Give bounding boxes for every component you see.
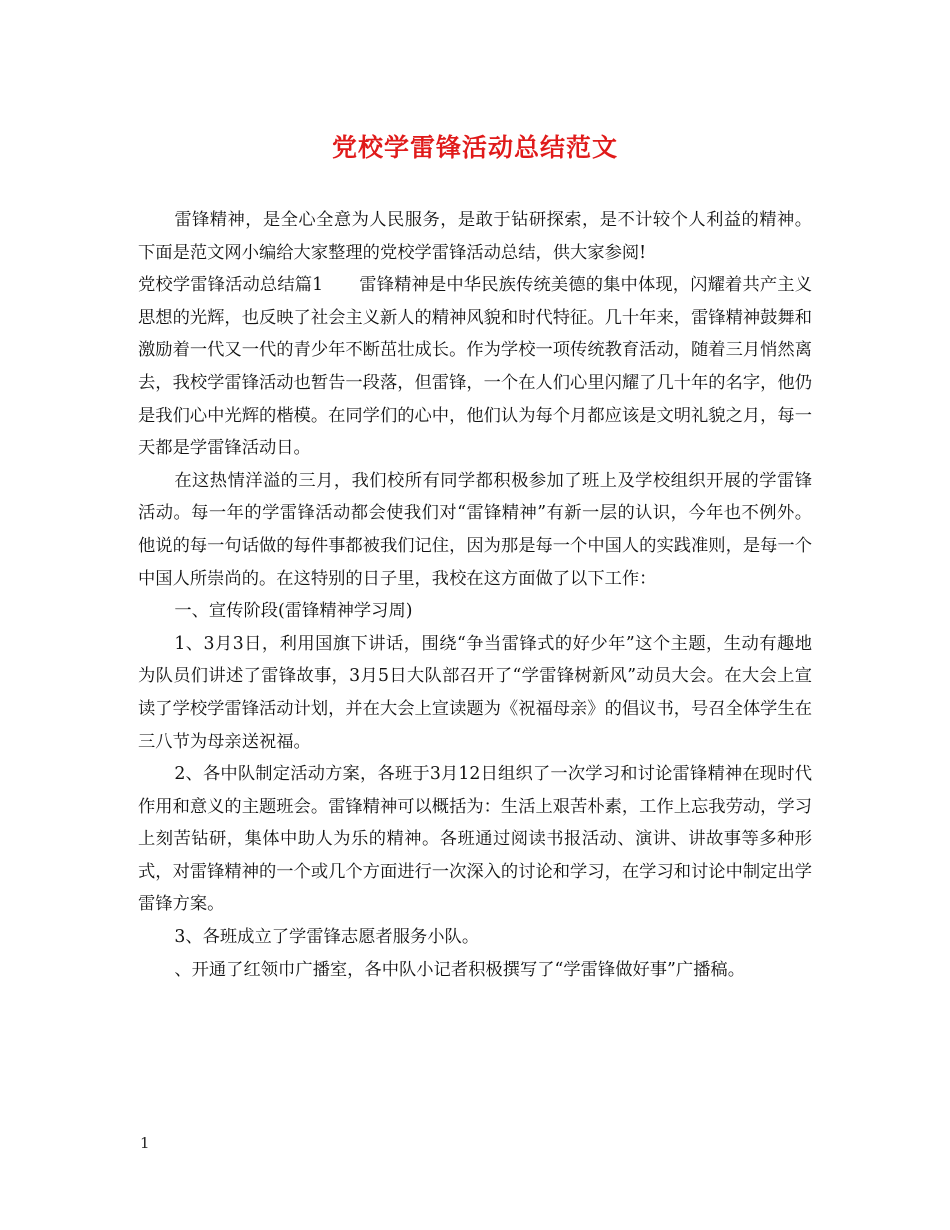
list-item-3: 3、各班成立了学雷锋志愿者服务小队。 (174, 927, 480, 948)
section-heading: 党校学雷锋活动总结篇1 (138, 275, 324, 296)
document-title: 党校学雷锋活动总结范文 (331, 133, 618, 162)
list-heading: 一、宣传阶段(雷锋精神学习周) (174, 601, 413, 622)
page-number: 1 (140, 1134, 150, 1152)
list-item-1: 1、3月3日，利用国旗下讲话，围绕“争当雷锋式的好少年”这个主题，生动有趣地为队员们讲述了雷锋故事，3月5日大队部召开了“学雷锋树新风”动员大会。在大会上宣读了学校学雷锋活动计划，并在大会上宣读题为《祝福母亲》的倡议书，号召全体学生在三八节为母亲送祝福。 (138, 633, 812, 752)
list-item-4: 、开通了红领巾广播室，各中队小记者积极撰写了“学雷锋做好事”广播稿。 (174, 959, 745, 980)
intro-paragraph: 雷锋精神，是全心全意为人民服务，是敢于钻研探索，是不计较个人利益的精神。下面是范文网小编给大家整理的党校学雷锋活动总结，供大家参阅! (138, 210, 812, 263)
list-item-2: 2、各中队制定活动方案，各班于3月12日组织了一次学习和讨论雷锋精神在现时代作用和意义的主题班会。雷锋精神可以概括为：生活上艰苦朴素，工作上忘我劳动，学习上刻苦钻研，集体中助人为乐的精神。各班通过阅读书报活动、演讲、讲故事等多种形式，对雷锋精神的一个或几个方面进行一次深入的讨论和学习，在学习和讨论中制定出学雷锋方案。 (138, 764, 812, 915)
document-body (138, 204, 812, 986)
body-paragraph: 在这热情洋溢的三月，我们校所有同学都积极参加了班上及学校组织开展的学雷锋活动。每一年的学雷锋活动都会使我们对“雷锋精神”有新一层的认识，今年也不例外。他说的每一句话做的每件事都被我们记住，因为那是每一个中国人的实践准则，是每一个中国人所崇尚的。在这特别的日子里，我校在这方面做了以下工作： (138, 470, 812, 589)
section-paragraph (138, 269, 812, 465)
section-lead-text: 雷锋精神是中华民族传统美德的集中体现，闪耀着共产主义思想的光辉，也反映了社会主义新人的精神风貌和时代特征。几十年来，雷锋精神鼓舞和激励着一代又一代的青少年不断茁壮成长。作为学校一项传统教育活动，随着三月悄然离去，我校学雷锋活动也暂告一段落，但雷锋，一个在人们心里闪耀了几十年的名字，他仍是我们心中光辉的楷模。在同学们的心中，他们认为每个月都应该是文明礼貌之月，每一天都是学雷锋活动日。 (138, 275, 812, 459)
